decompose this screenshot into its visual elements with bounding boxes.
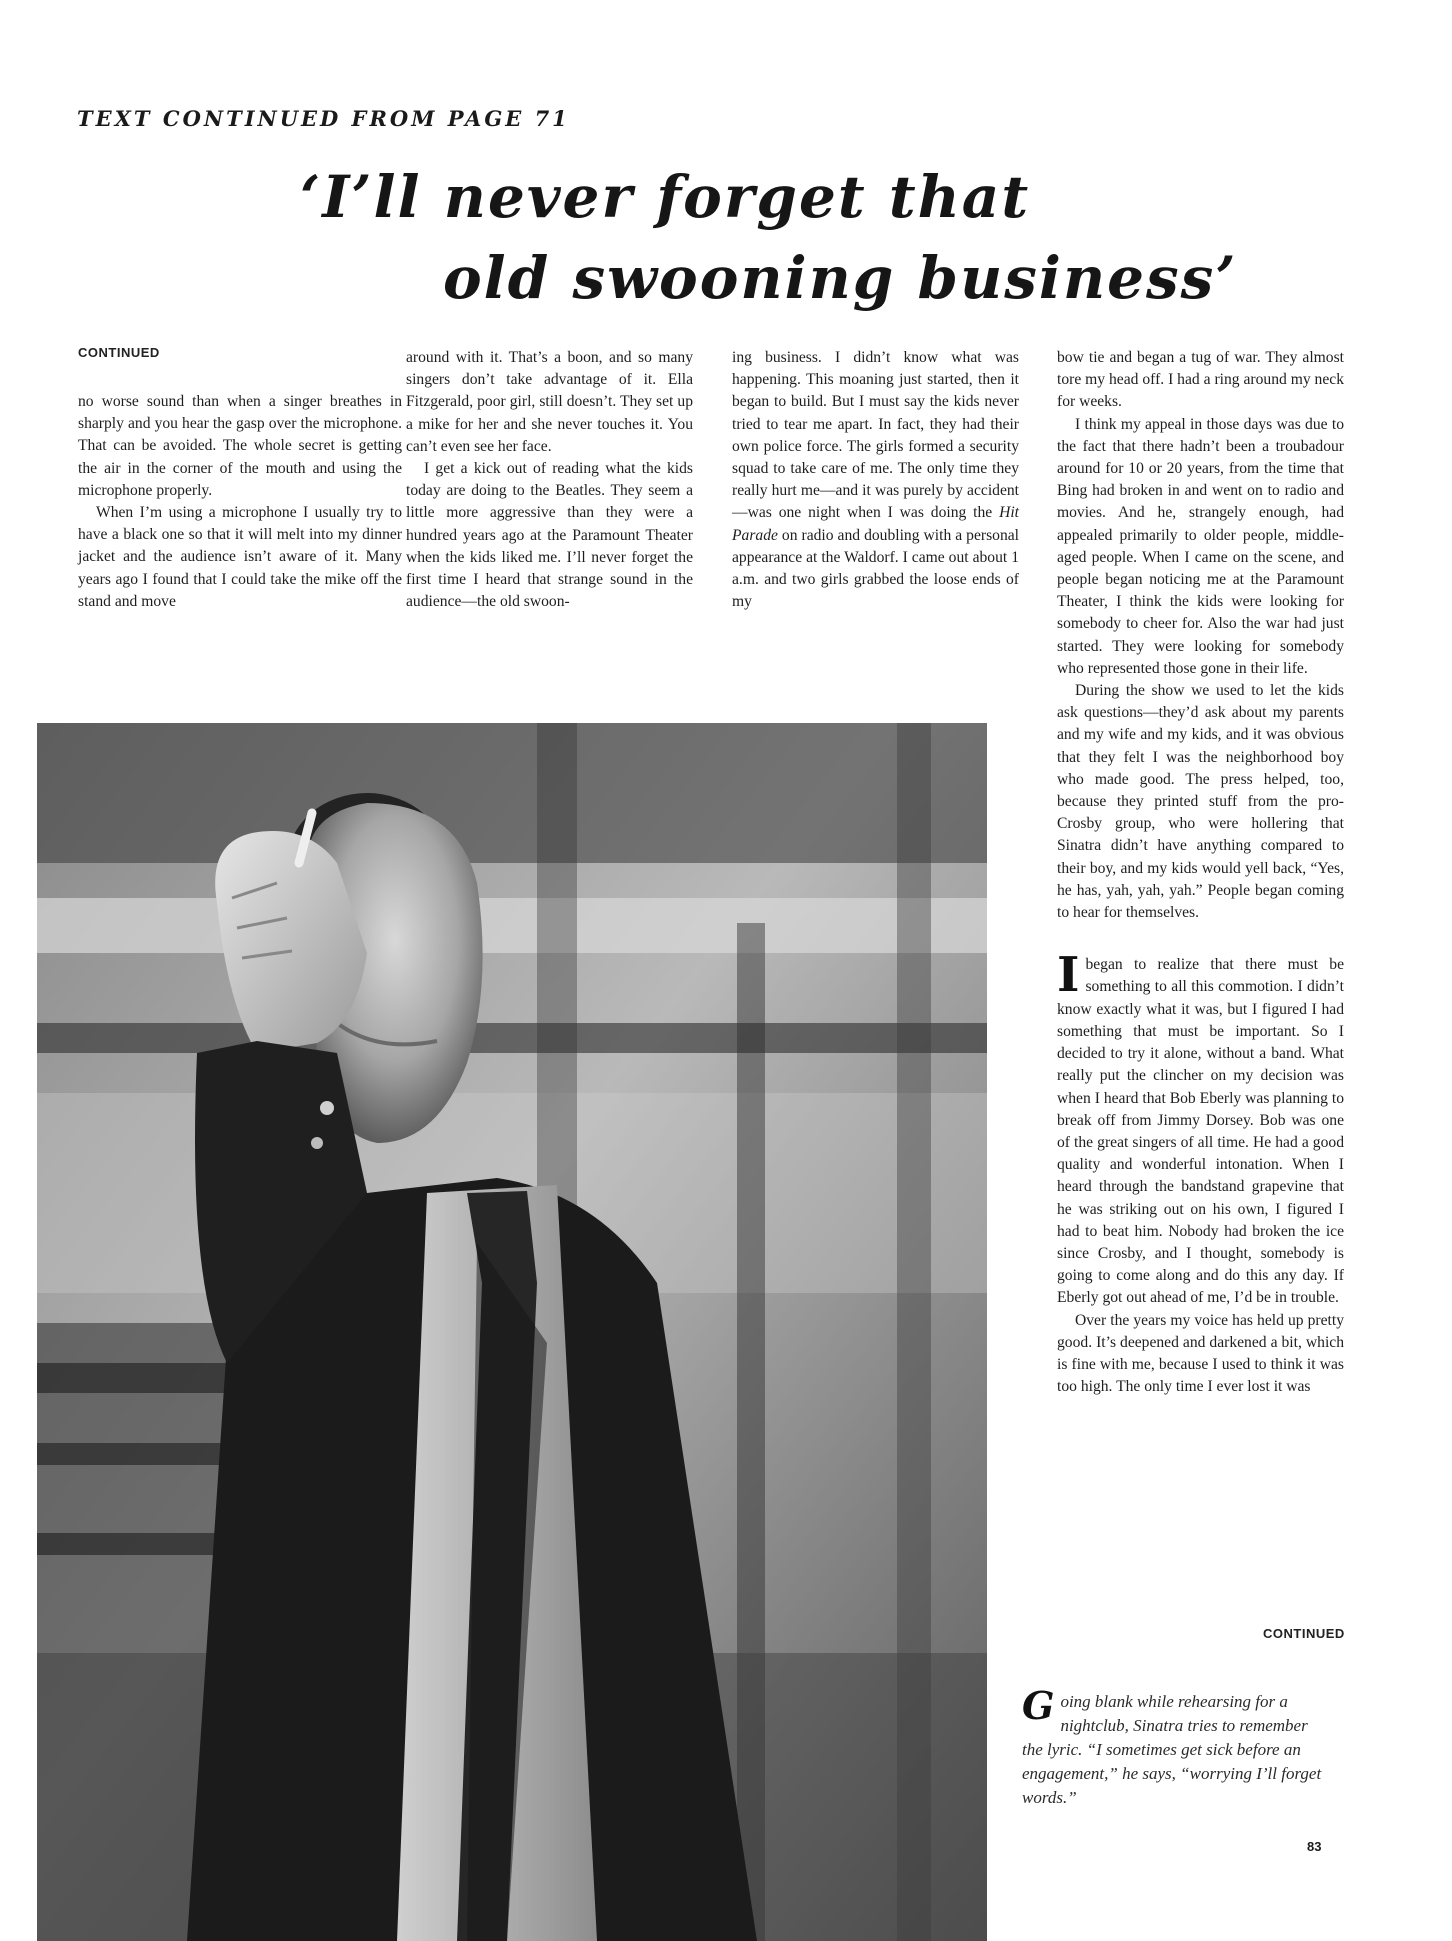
photo-caption [1022,1683,1322,1810]
paragraph [1057,947,1344,1309]
continued-label-bottom: CONTINUED [1263,1626,1345,1641]
caption-drop-cap: G [1022,1683,1055,1728]
headline-line-1: ‘I’ll never forget that [300,163,1031,231]
paragraph [732,347,1019,613]
paragraph: During the show we used to let the kids ask questions—they’d ask about my parents and my wife and my kids, and it was obvious that they felt I was the neighborhood boy who made good. The press helped, too, because they printed stuff from the pro-Crosby group, who were hollering that Sinatra didn’t have anything compared to their boy, and my kids would yell back, “Yes, he has, yah, yah, yah.” People began coming to hear for themselves. [1057,682,1344,922]
text-run: began to realize that there must be something to all this commotion. I didn’t know exactly what it was, but I figured I had something that must be important. So I decided to try it alone, without a band. What really put the clincher on my decision was when I heard that Bob Eberly was planning to break off from Jimmy Dorsey. Bob was one of the great singers of all time. He had a good quality and wonderful intonation. When I heard through the bandstand grapevine that he was striking out on his own, I figured I had to beat him. Nobody had broken the ice since Crosby, and I thought, somebody is going to come along and do this any day. If Eberly got out ahead of me, I’d be in trouble. [1057,956,1344,1307]
photo-sinatra-rehearsing [37,723,987,1941]
article-column-2 [406,347,693,613]
continued-label-top: CONTINUED [78,345,160,360]
article-column-3 [732,347,1019,613]
paragraph: no worse sound than when a singer breathes in sharply and you hear the gasp over the microphone. That can be avoided. The whole secret is getting the air in the corner of the mouth and using the microphone properly. [78,393,402,499]
paragraph: bow tie and began a tug of war. They almost tore my head off. I had a ring around my neck for weeks. [1057,349,1344,411]
text-run: on radio and doubling with a personal appearance at the Waldorf. I came out about 1 a.m. and two girls grabbed the loose ends of my [732,526,1019,611]
paragraph: I think my appeal in those days was due to the fact that there hadn’t been a troubadour around for 10 or 20 years, from the time that Bing had broken in and went on to radio and movies. And he, strangely enough, had appealed primarily to older people, middle-aged people. When I came on the scene, and people began noticing me at the Paramount Theater, I think the kids were looking for somebody to cheer for. Also the war had just started. They were looking for somebody who represented those gone in their life. [1057,415,1344,677]
headline-line-2: old swooning business’ [443,244,1238,312]
paragraph: around with it. That’s a boon, and so many singers don’t take advantage of it. Ella Fitzgerald, poor girl, still doesn’t. They set up a mike for her and she never touches it. You can’t even see her face. [406,349,693,455]
photo-illustration [37,723,987,1941]
text-run: ing business. I didn’t know what was happening. This moaning just started, then it began to build. But I must say the kids never tried to tear me apart. In fact, they had their own police force. The girls formed a security squad to take care of me. The only time they really hurt me—and it was purely by accident—was one night when I was doing the [732,349,1019,522]
continued-from-kicker: TEXT CONTINUED FROM PAGE 71 [77,106,570,131]
article-column-1 [78,391,402,613]
drop-cap: I [1057,947,1080,1004]
caption-text: oing blank while rehearsing for a nightclub, Sinatra tries to remember the lyric. “I sometimes get sick before an engagement,” he says, “worrying I’ll forget words.” [1022,1692,1322,1807]
article-column-4 [1057,347,1344,1398]
show-title: Hit Parade [732,504,1019,544]
page-number: 83 [1307,1839,1322,1854]
paragraph: I get a kick out of reading what the kids today are doing to the Beatles. They seem a little more aggressive than they were a hundred years ago at the Paramount Theater when the kids liked me. I’ll never forget the first time I heard that strange sound in the audience—the old swoon- [406,460,693,611]
paragraph: When I’m using a microphone I usually try to have a black one so that it will melt into my dinner jacket and the audience isn’t aware of it. Many years ago I found that I could take the mike off the stand and move [78,504,402,610]
paragraph: Over the years my voice has held up pretty good. It’s deepened and darkened a bit, which is fine with me, because I used to think it was too high. The only time I ever lost it was [1057,1311,1344,1396]
